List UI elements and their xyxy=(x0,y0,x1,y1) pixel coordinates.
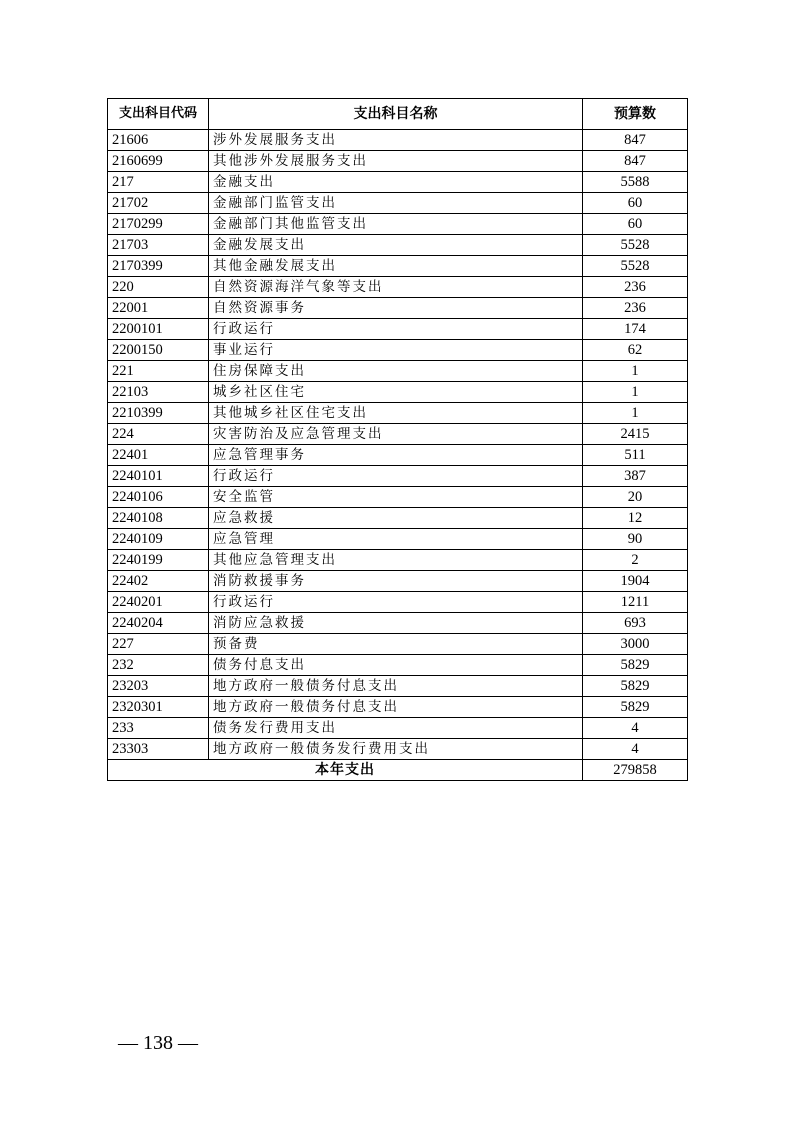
cell-name: 其他应急管理支出 xyxy=(209,550,583,571)
cell-amount: 1211 xyxy=(583,592,688,613)
cell-amount: 236 xyxy=(583,298,688,319)
cell-name: 行政运行 xyxy=(209,319,583,340)
table-row xyxy=(108,277,688,298)
cell-amount: 1 xyxy=(583,361,688,382)
cell-code: 2240201 xyxy=(108,592,209,613)
cell-name: 消防救援事务 xyxy=(209,571,583,592)
total-row xyxy=(108,760,688,781)
table-row xyxy=(108,235,688,256)
cell-code: 22402 xyxy=(108,571,209,592)
table-row xyxy=(108,592,688,613)
table-row xyxy=(108,697,688,718)
table-row xyxy=(108,466,688,487)
cell-code: 2170299 xyxy=(108,214,209,235)
cell-code: 233 xyxy=(108,718,209,739)
cell-amount: 60 xyxy=(583,193,688,214)
table-row xyxy=(108,571,688,592)
cell-amount: 847 xyxy=(583,130,688,151)
cell-name: 自然资源海洋气象等支出 xyxy=(209,277,583,298)
table-body xyxy=(108,130,688,760)
table-row xyxy=(108,298,688,319)
cell-amount: 5829 xyxy=(583,655,688,676)
cell-amount: 2415 xyxy=(583,424,688,445)
cell-code: 2200150 xyxy=(108,340,209,361)
cell-name: 灾害防治及应急管理支出 xyxy=(209,424,583,445)
cell-amount: 60 xyxy=(583,214,688,235)
cell-name: 消防应急救援 xyxy=(209,613,583,634)
cell-amount: 12 xyxy=(583,508,688,529)
cell-name: 行政运行 xyxy=(209,466,583,487)
cell-code: 2160699 xyxy=(108,151,209,172)
table-row xyxy=(108,634,688,655)
table-row xyxy=(108,529,688,550)
cell-name: 地方政府一般债务发行费用支出 xyxy=(209,739,583,760)
cell-name: 地方政府一般债务付息支出 xyxy=(209,676,583,697)
cell-code: 227 xyxy=(108,634,209,655)
cell-code: 21703 xyxy=(108,235,209,256)
table-row xyxy=(108,214,688,235)
cell-name: 金融支出 xyxy=(209,172,583,193)
cell-code: 22001 xyxy=(108,298,209,319)
table-row xyxy=(108,508,688,529)
cell-amount: 1 xyxy=(583,382,688,403)
budget-table xyxy=(107,98,688,781)
total-label: 本年支出 xyxy=(108,760,583,781)
cell-name: 债务发行费用支出 xyxy=(209,718,583,739)
cell-name: 应急管理 xyxy=(209,529,583,550)
cell-amount: 693 xyxy=(583,613,688,634)
total-amount: 279858 xyxy=(583,760,688,781)
cell-code: 217 xyxy=(108,172,209,193)
cell-name: 地方政府一般债务付息支出 xyxy=(209,697,583,718)
cell-name: 金融发展支出 xyxy=(209,235,583,256)
table-row xyxy=(108,361,688,382)
page-number: — 138 — xyxy=(118,1032,198,1054)
header-code: 支出科目代码 xyxy=(108,99,209,130)
cell-name: 涉外发展服务支出 xyxy=(209,130,583,151)
cell-name: 债务付息支出 xyxy=(209,655,583,676)
table-row xyxy=(108,256,688,277)
cell-name: 行政运行 xyxy=(209,592,583,613)
cell-code: 2200101 xyxy=(108,319,209,340)
cell-name: 金融部门其他监管支出 xyxy=(209,214,583,235)
table-row xyxy=(108,676,688,697)
cell-name: 其他城乡社区住宅支出 xyxy=(209,403,583,424)
table-row xyxy=(108,655,688,676)
cell-code: 224 xyxy=(108,424,209,445)
cell-amount: 3000 xyxy=(583,634,688,655)
cell-amount: 236 xyxy=(583,277,688,298)
table-row xyxy=(108,550,688,571)
cell-amount: 1 xyxy=(583,403,688,424)
cell-name: 金融部门监管支出 xyxy=(209,193,583,214)
cell-amount: 5588 xyxy=(583,172,688,193)
cell-code: 2210399 xyxy=(108,403,209,424)
table-row xyxy=(108,319,688,340)
table-row xyxy=(108,382,688,403)
cell-amount: 847 xyxy=(583,151,688,172)
cell-code: 22103 xyxy=(108,382,209,403)
table-row xyxy=(108,487,688,508)
cell-code: 2240204 xyxy=(108,613,209,634)
cell-amount: 174 xyxy=(583,319,688,340)
cell-name: 其他涉外发展服务支出 xyxy=(209,151,583,172)
cell-name: 住房保障支出 xyxy=(209,361,583,382)
cell-amount: 1904 xyxy=(583,571,688,592)
table-row xyxy=(108,193,688,214)
cell-code: 21702 xyxy=(108,193,209,214)
cell-code: 2240199 xyxy=(108,550,209,571)
table-row xyxy=(108,172,688,193)
table-row xyxy=(108,151,688,172)
cell-amount: 62 xyxy=(583,340,688,361)
cell-code: 232 xyxy=(108,655,209,676)
table-row xyxy=(108,739,688,760)
cell-code: 2170399 xyxy=(108,256,209,277)
cell-name: 预备费 xyxy=(209,634,583,655)
cell-name: 其他金融发展支出 xyxy=(209,256,583,277)
table-row xyxy=(108,130,688,151)
table-row xyxy=(108,340,688,361)
cell-amount: 4 xyxy=(583,739,688,760)
cell-amount: 5528 xyxy=(583,256,688,277)
cell-code: 2240108 xyxy=(108,508,209,529)
cell-name: 安全监管 xyxy=(209,487,583,508)
cell-name: 应急管理事务 xyxy=(209,445,583,466)
cell-code: 22401 xyxy=(108,445,209,466)
cell-code: 221 xyxy=(108,361,209,382)
header-name: 支出科目名称 xyxy=(209,99,583,130)
cell-amount: 90 xyxy=(583,529,688,550)
table-row xyxy=(108,403,688,424)
table-row xyxy=(108,613,688,634)
cell-code: 23203 xyxy=(108,676,209,697)
cell-code: 2320301 xyxy=(108,697,209,718)
table-row xyxy=(108,718,688,739)
table-row xyxy=(108,445,688,466)
cell-code: 2240109 xyxy=(108,529,209,550)
table-row xyxy=(108,424,688,445)
cell-code: 21606 xyxy=(108,130,209,151)
cell-name: 应急救援 xyxy=(209,508,583,529)
cell-amount: 511 xyxy=(583,445,688,466)
cell-amount: 4 xyxy=(583,718,688,739)
cell-code: 2240106 xyxy=(108,487,209,508)
cell-name: 城乡社区住宅 xyxy=(209,382,583,403)
cell-amount: 387 xyxy=(583,466,688,487)
cell-code: 2240101 xyxy=(108,466,209,487)
cell-name: 事业运行 xyxy=(209,340,583,361)
table-header-row xyxy=(108,99,688,130)
cell-amount: 5829 xyxy=(583,697,688,718)
cell-name: 自然资源事务 xyxy=(209,298,583,319)
cell-code: 23303 xyxy=(108,739,209,760)
header-amount: 预算数 xyxy=(583,99,688,130)
cell-amount: 5829 xyxy=(583,676,688,697)
cell-amount: 5528 xyxy=(583,235,688,256)
cell-amount: 2 xyxy=(583,550,688,571)
cell-code: 220 xyxy=(108,277,209,298)
cell-amount: 20 xyxy=(583,487,688,508)
